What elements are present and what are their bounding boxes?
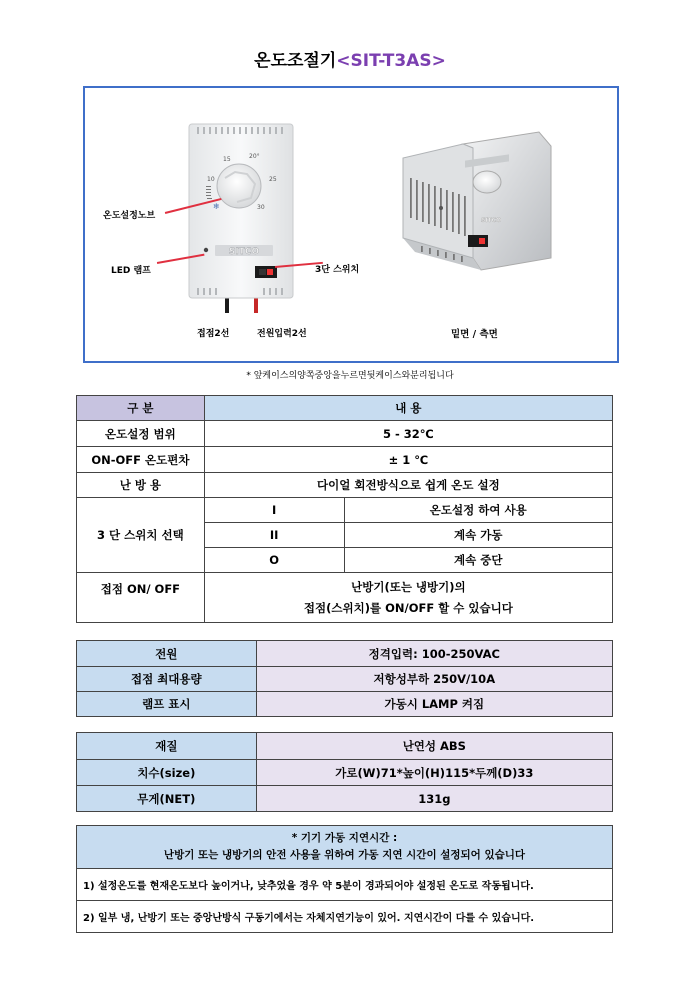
title-main: 온도조절기	[254, 51, 337, 71]
size-label: 치수(size)	[77, 760, 257, 786]
snowflake-icon: ❄	[213, 202, 220, 211]
power-label: 전원	[77, 641, 257, 667]
capacity-label: 접점 최대용량	[77, 667, 257, 692]
dial-number-20: 20°	[249, 153, 260, 160]
case-separation-note: * 앞케이스의양쪽중앙을누르면뒷케이스와분리됩니다	[246, 371, 454, 381]
delay-table	[76, 825, 613, 933]
product-photo-box	[83, 86, 619, 363]
title-model: <SIT-T3AS>	[336, 51, 446, 71]
label-switch: 3단 스위치	[315, 265, 360, 275]
spec-header-category: 구 분	[77, 396, 205, 421]
switch-pos-i: I	[204, 498, 344, 523]
label-power-wires: 전원입력2선	[257, 329, 307, 339]
label-knob: 온도설정노브	[103, 211, 156, 221]
delay-item-1: 1) 설정온도를 현재온도보다 높이거나, 낮추었을 경우 약 5분이 경과되어야 설정된 온도로 작동됩니다.	[77, 869, 613, 901]
lamp-value: 가동시 LAMP 켜짐	[256, 692, 612, 717]
contact-label: 접점 ON/ OFF	[77, 573, 205, 623]
contact-line-2: 접점(스위치)를 ON/OFF 할 수 있습니다	[303, 600, 513, 615]
heating-label: 난 방 용	[77, 473, 205, 498]
delay-item-2: 2) 일부 냉, 난방기 또는 중앙난방식 구동기에서는 자체지연기능이 있어. 지연시간이 다를 수 있습니다.	[77, 901, 613, 933]
range-value: 5 - 32℃	[204, 421, 612, 447]
page-title	[0, 46, 700, 71]
material-label: 재질	[77, 733, 257, 760]
thermostat-front-image	[85, 88, 621, 365]
switch-pos-o: O	[204, 548, 344, 573]
size-value: 가로(W)71*높이(H)115*두께(D)33	[256, 760, 612, 786]
label-led: LED 램프	[111, 266, 151, 276]
power-table	[76, 640, 613, 717]
dial-number-30: 30	[257, 204, 265, 211]
switch-desc-o: 계속 중단	[344, 548, 613, 573]
switch-pos-ii: II	[204, 523, 344, 548]
weight-value: 131g	[256, 786, 612, 812]
switch-label: 3 단 스위치 선택	[77, 498, 205, 573]
spec-header-content: 내 용	[204, 396, 612, 421]
deviation-label: ON-OFF 온도편차	[77, 447, 205, 473]
power-value: 정격입력: 100-250VAC	[256, 641, 612, 667]
delay-heading: * 기기 가동 지연시간 :	[291, 832, 398, 844]
heating-value: 다이얼 회전방식으로 쉽게 온도 설정	[204, 473, 612, 498]
material-value: 난연성 ABS	[256, 733, 612, 760]
lamp-label: 램프 표시	[77, 692, 257, 717]
dial-number-15: 15	[223, 156, 231, 163]
delay-heading-cell	[77, 826, 613, 869]
weight-label: 무게(NET)	[77, 786, 257, 812]
material-table	[76, 732, 613, 812]
dial-number-25: 25	[269, 176, 277, 183]
dial-number-10: 10	[207, 176, 215, 183]
switch-desc-i: 온도설정 하여 사용	[344, 498, 613, 523]
switch-desc-ii: 계속 가동	[344, 523, 613, 548]
deviation-value: ± 1 ℃	[204, 447, 612, 473]
brand-logo: SITCO	[228, 247, 260, 257]
label-side-view: 밑면 / 측면	[451, 329, 498, 340]
label-contact-wires: 접점2선	[197, 329, 230, 339]
delay-subheading: 난방기 또는 냉방기의 안전 사용을 위하여 가동 지연 시간이 설정되어 있습니다	[163, 849, 526, 861]
brand-logo-side: SITCO	[481, 217, 502, 224]
contact-value	[204, 573, 612, 623]
contact-line-1: 난방기(또는 냉방기)의	[351, 579, 466, 594]
range-label: 온도설정 범위	[77, 421, 205, 447]
spec-table	[76, 395, 613, 623]
capacity-value: 저항성부하 250V/10A	[256, 667, 612, 692]
